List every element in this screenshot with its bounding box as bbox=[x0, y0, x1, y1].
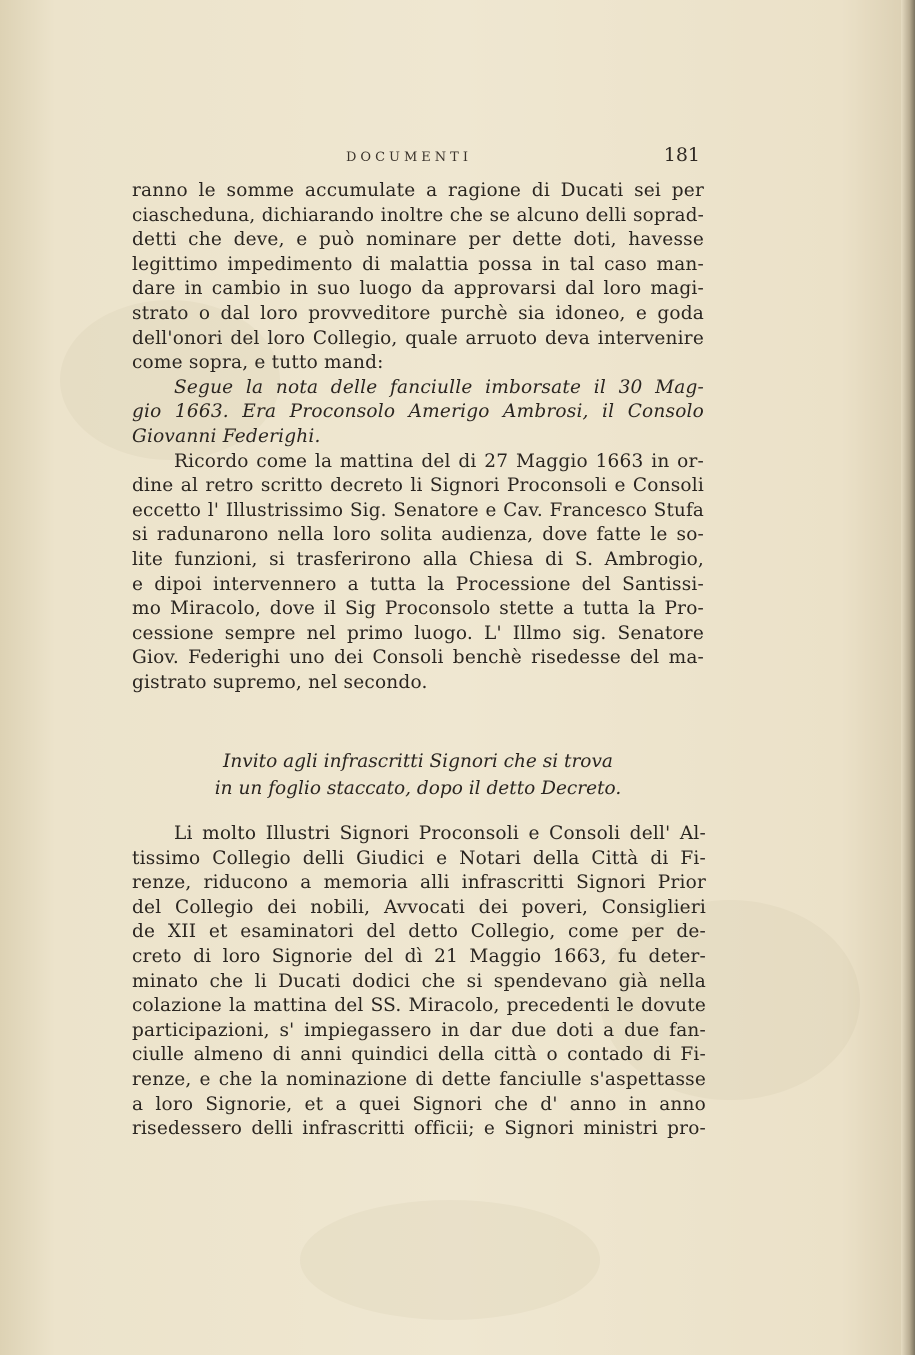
text-line: si radunarono nella loro solita audienza, dove fatte le so- bbox=[132, 524, 704, 546]
body-text-bottom bbox=[132, 822, 706, 1142]
text-line: eccetto l' Illustrissimo Sig. Senatore e Cav. Francesco Stufa bbox=[132, 499, 704, 521]
text-line: de XII et esaminatori del detto Collegio, come per de- bbox=[132, 921, 706, 943]
text-line: Giov. Federighi uno dei Consoli benchè risedesse del ma- bbox=[132, 647, 704, 669]
section-heading-line: in un foglio staccato, dopo il detto Decreto. bbox=[214, 778, 622, 799]
text-line: mo Miracolo, dove il Sig Proconsolo stette a tutta la Pro- bbox=[132, 598, 704, 620]
text-line: Li molto Illustri Signori Proconsoli e Consoli dell' Al- bbox=[174, 823, 706, 844]
body-text-top bbox=[132, 179, 704, 695]
text-line: dare in cambio in suo luogo da approvarsi dal loro magi- bbox=[132, 278, 704, 300]
text-line: ranno le somme accumulate a ragione di Ducati sei per bbox=[132, 180, 704, 201]
text-line: gistrato supremo, nel secondo. bbox=[132, 671, 428, 693]
page-number: 181 bbox=[663, 144, 700, 166]
text-line: colazione la mattina del SS. Miracolo, precedenti le dovute bbox=[132, 995, 706, 1017]
paper-stain bbox=[300, 1200, 600, 1320]
text-line: cessione sempre nel primo luogo. L' Illmo sig. Senatore bbox=[132, 622, 704, 644]
section-heading-line: Invito agli infrascritti Signori che si trova bbox=[223, 751, 613, 772]
text-line: come sopra, e tutto mand: bbox=[132, 352, 384, 374]
text-line: tissimo Collegio delli Giudici e Notari della Città di Fi- bbox=[132, 847, 706, 869]
text-line: legittimo impedimento di malattia possa in tal caso man- bbox=[132, 253, 704, 275]
text-line: dell'onori del loro Collegio, quale arruoto deva intervenire bbox=[132, 327, 704, 349]
text-line: detti che deve, e può nominare per dette doti, havesse bbox=[132, 229, 704, 251]
text-line: renze, riducono a memoria alli infrascritti Signori Prior bbox=[132, 872, 706, 894]
text-line: lite funzioni, si trasferirono alla Chiesa di S. Ambrogio, bbox=[132, 548, 704, 570]
text-line: a loro Signorie, et a quei Signori che d' anno in anno bbox=[132, 1093, 706, 1115]
page-header bbox=[132, 146, 704, 170]
text-line: Ricordo come la mattina del di 27 Maggio 1663 in or- bbox=[174, 450, 704, 472]
text-line: renze, e che la nominazione di dette fanciulle s'aspettasse bbox=[132, 1068, 706, 1090]
running-title: DOCUMENTI bbox=[346, 150, 472, 165]
text-line: e dipoi intervennero a tutta la Processione del Santissi- bbox=[132, 573, 704, 595]
text-line: minato che li Ducati dodici che si spendevano già nella bbox=[132, 970, 706, 992]
text-line: participazioni, s' impiegassero in dar due doti a due fan- bbox=[132, 1019, 706, 1041]
text-line-italic: gio 1663. Era Proconsolo Amerigo Ambrosi, il Consolo bbox=[132, 401, 704, 423]
text-line: strato o dal loro provveditore purchè sia idoneo, e goda bbox=[132, 302, 704, 324]
text-line: dine al retro scritto decreto li Signori Proconsoli e Consoli bbox=[132, 475, 704, 497]
text-line: creto di loro Signorie del dì 21 Maggio 1663, fu deter- bbox=[132, 945, 706, 967]
text-line-italic: Segue la nota delle fanciulle imborsate il 30 Mag- bbox=[174, 376, 704, 398]
section-heading bbox=[132, 748, 704, 802]
text-line: ciulle almeno di anni quindici della città o contado di Fi- bbox=[132, 1044, 706, 1066]
text-line: risedessero delli infrascritti officii; e Signori ministri pro- bbox=[132, 1118, 706, 1140]
text-line: ciascheduna, dichiarando inoltre che se alcuno delli soprad- bbox=[132, 204, 704, 226]
text-line-italic: Giovanni Federighi. bbox=[132, 425, 321, 447]
text-line: del Collegio dei nobili, Avvocati dei poveri, Consiglieri bbox=[132, 896, 706, 918]
page-edge-shadow bbox=[901, 0, 915, 1355]
